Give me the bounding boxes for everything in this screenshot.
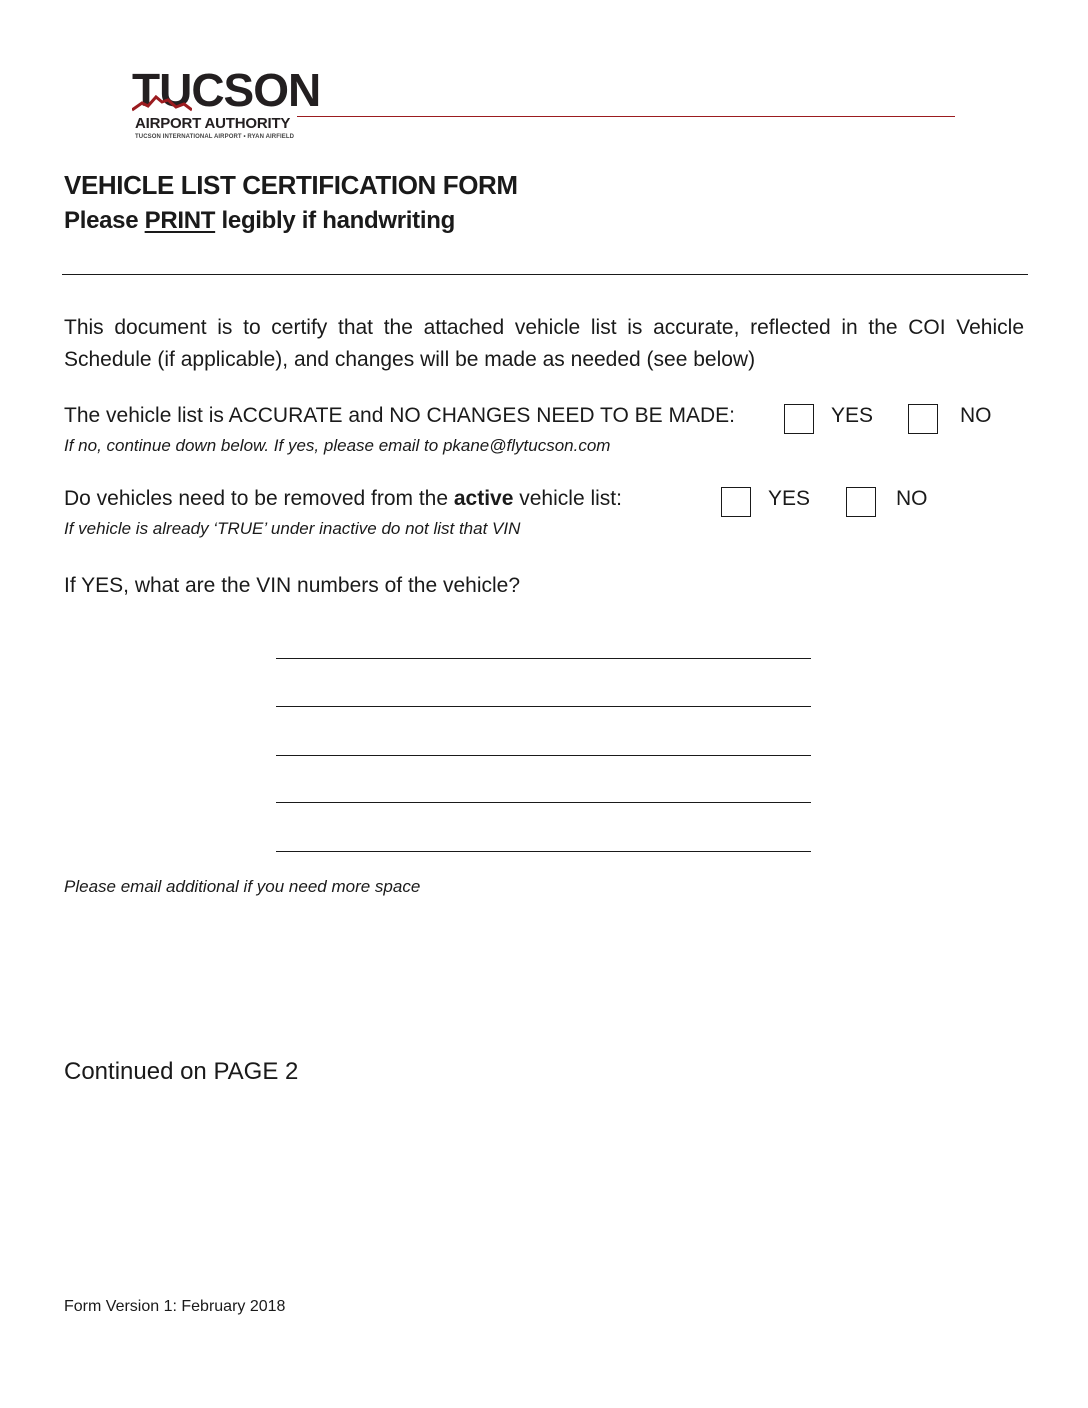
q2-no-checkbox[interactable]	[846, 487, 876, 517]
subtitle-part-2: legibly if handwriting	[215, 207, 455, 234]
tucson-airport-authority-logo	[132, 66, 962, 146]
mountain-icon	[132, 94, 192, 112]
q1-yes-checkbox[interactable]	[784, 404, 814, 434]
subtitle-emphasis: PRINT	[144, 207, 216, 234]
q2-note: If vehicle is already ‘TRUE’ under inactive do not list that VIN	[64, 519, 521, 538]
q2-yes-checkbox[interactable]	[721, 487, 751, 517]
q1-no-checkbox[interactable]	[908, 404, 938, 434]
logo-subtitle: AIRPORT AUTHORITY	[135, 115, 291, 132]
vin-entry-line-1[interactable]	[276, 658, 811, 659]
q2-yes-label: YES	[768, 487, 811, 510]
logo-tagline: TUCSON INTERNATIONAL AIRPORT • RYAN AIRFIELD	[135, 134, 295, 140]
continued-note: Continued on PAGE 2	[64, 1058, 299, 1085]
form-subtitle	[64, 207, 455, 235]
form-title: VEHICLE LIST CERTIFICATION FORM	[64, 170, 518, 200]
vin-entry-line-4[interactable]	[276, 802, 811, 803]
title-divider	[62, 274, 1028, 275]
logo-divider-line	[297, 116, 955, 117]
form-version-footer: Form Version 1: February 2018	[64, 1298, 286, 1315]
q2-label-emphasis: active	[453, 487, 514, 510]
vin-entry-line-5[interactable]	[276, 851, 811, 852]
q1-label: The vehicle list is ACCURATE and NO CHANGES NEED TO BE MADE:	[64, 404, 736, 427]
vin-entry-line-3[interactable]	[276, 755, 811, 756]
logo-name: TUCSON	[132, 64, 321, 116]
q3-label: If YES, what are the VIN numbers of the vehicle?	[64, 574, 521, 597]
intro-paragraph: This document is to certify that the attached vehicle list is accurate, reflected in the COI Vehicle Schedule (if applicable), and changes will be made as needed (see below)	[64, 316, 1024, 371]
space-note: Please email additional if you need more space	[64, 877, 421, 896]
q2-no-label: NO	[896, 487, 928, 510]
subtitle-part-1: Please	[64, 207, 145, 234]
q1-yes-label: YES	[831, 404, 874, 427]
q1-no-label: NO	[960, 404, 992, 427]
q1-note: If no, continue down below. If yes, please email to pkane@flytucson.com	[64, 436, 611, 455]
q2-label-part-1: Do vehicles need to be removed from the	[64, 487, 454, 510]
q2-label-part-2: vehicle list:	[513, 487, 622, 510]
vin-entry-line-2[interactable]	[276, 706, 811, 707]
q2-label	[64, 487, 622, 511]
